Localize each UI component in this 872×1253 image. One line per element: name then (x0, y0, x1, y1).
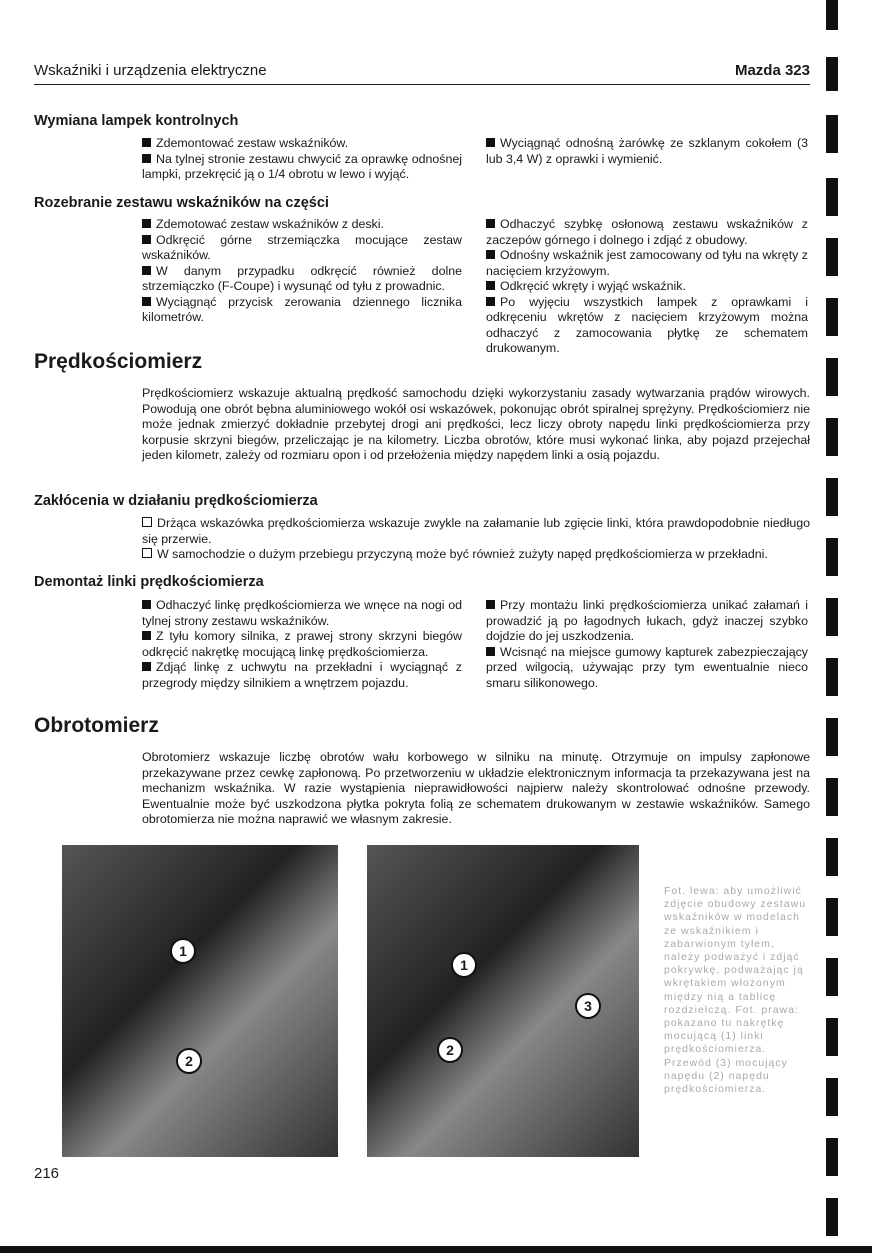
photo-right (367, 845, 639, 1157)
photo-caption: Fot. lewa: aby umożliwić zdjęcie obudowy zestawu wskaźników w modelach ze wskaźnikiem i zabarwionym tyłem, należy podważyć i zdjąć pokrywkę, podważając ją wkrętakiem włożonym między nią a tablicę rozdzielczą. Fot. prawa: pokazano tu nakrętkę mocującą (1) linki prędkościomierza. Przewód (3) mocujący napędu (2) napędu prędkościomierza. (664, 885, 807, 1096)
step: Przy montażu linki prędkościomierza unikać załamań i prowadzić ją po łagodnych łukach, gdyż inaczej szybko dojdzie do jej uszkodzenia. (486, 598, 808, 643)
heading-disassembly: Rozebranie zestawu wskaźników na części (34, 195, 329, 211)
callout-1: 1 (170, 938, 196, 964)
s1-left (142, 136, 462, 183)
heading-cable-removal: Demontaż linki prędkościomierza (34, 574, 264, 590)
callout-3: 3 (575, 993, 601, 1019)
item: Drżąca wskazówka prędkościomierza wskazuje zwykle na załamanie lub zgięcie linki, która prawdopodobnie niedługo się przerwie. (142, 516, 810, 546)
tachometer-body: Obrotomierz wskazuje liczbę obrotów wału korbowego w silniku na minutę. Otrzymuje on impulsy zapłonowe przekazywane przez cewkę zapłonową. Po przetworzeniu w układzie elektronicznym informacja ta przekazywana jest na mechanizm wskaźnika. W razie wystąpienia nieprawidłowości najpierw należy skontrolować odnośne przewody. Ewentualnie może być uszkodzona płytka pokryta folią ze schematem drukowanym w zestawie wskaźników. Samego obrotomierza nie można naprawić we własnym zakresie. (142, 750, 810, 826)
step: W danym przypadku odkręcić również dolne strzemiączko (F-Coupe) i wysunąć od tyłu z prowadnic. (142, 263, 462, 293)
step: Odkręcić wkręty i wyjąć wskaźnik. (500, 279, 686, 293)
step: Wyciągnąć odnośną żarówkę ze szklanym cokołem (3 lub 3,4 W) z oprawki i wymienić. (486, 136, 808, 166)
heading-lamp-replacement: Wymiana lampek kontrolnych (34, 113, 239, 129)
step: Odnośny wskaźnik jest zamocowany od tyłu na wkręty z nacięciem krzyżowym. (486, 248, 808, 278)
step: Z tyłu komory silnika, z prawej strony skrzyni biegów odkręcić nakrętkę mocującą linkę prędkościomierza. (142, 629, 462, 659)
heading-tachometer: Obrotomierz (34, 714, 159, 737)
step: Po wyjęciu wszystkich lampek z oprawkami i odkręceniu wkrętów z nacięciem krzyżowym można odhaczyć z zamocowania płytkę ze schematem drukowanym. (486, 294, 808, 355)
step: Zdjąć linkę z uchwytu na przekładni i wyciągnąć z przegrody między silnikiem a wnętrzem pojazdu. (142, 660, 462, 690)
running-header (34, 60, 810, 85)
callout-2: 2 (176, 1048, 202, 1074)
s3-list (142, 516, 810, 563)
step: Zdemotować zestaw wskaźników z deski. (156, 217, 384, 231)
step: Wcisnąć na miejsce gumowy kapturek zabezpieczający przed wilgocią, używając przy tym ewentualnie nieco smaru silikonowego. (486, 644, 808, 690)
speedometer-body: Prędkościomierz wskazuje aktualną prędkość samochodu dzięki wykorzystaniu zasady wytwarzania prądów wirowych. Powodują one obrót bębna aluminiowego wokół osi wskazówek, pokonując obrót spiralnej sprężyny. Prędkościomierz nie może jednak zmierzyć dokładnie przebytej drogi ani prędkości, lecz liczy obroty napędu linki prędkościomierza przy korpusie skrzyni biegów, przeliczając je na kilometry. Liczba obrotów, które musi wykonać linka, aby pojazd przejechał jeden kilometr, zależy od rozmiaru opon i od przełożenia między napędem linki a osią pojazdu. (142, 386, 810, 462)
heading-speedometer: Prędkościomierz (34, 350, 203, 373)
scan-edge (0, 1246, 872, 1253)
s4-left (142, 598, 462, 691)
callout-1: 1 (451, 952, 477, 978)
s2-right (486, 217, 808, 357)
step: Odhaczyć szybkę osłonową zestawu wskaźników z zaczepów górnego i dolnego i zdjąć z obudowy. (486, 217, 808, 247)
step: Wyciągnąć przycisk zerowania dziennego licznika kilometrów. (142, 294, 462, 324)
step: Na tylnej stronie zestawu chwycić za oprawkę odnośnej lampki, przekręcić ją o 1/4 obrotu w lewo i wyjąć. (142, 151, 462, 181)
s2-left (142, 217, 462, 326)
page-number: 216 (34, 1165, 60, 1182)
s4-right (486, 598, 808, 691)
step: Zdemontować zestaw wskaźników. (156, 136, 349, 150)
callout-2: 2 (437, 1037, 463, 1063)
s1-right (486, 136, 808, 167)
photo-left (62, 845, 338, 1157)
step: Odhaczyć linkę prędkościomierza we wnęce na nogi od tylnej strony zestawu wskaźników. (142, 598, 462, 628)
car-model: Mazda 323 (734, 62, 810, 79)
section-title: Wskaźniki i urządzenia elektryczne (34, 62, 267, 79)
step: Odkręcić górne strzemiączka mocujące zestaw wskaźników. (142, 232, 462, 262)
item: W samochodzie o dużym przebiegu przyczyną może być również zużyty napęd prędkościomierza w przekładni. (157, 547, 768, 561)
heading-speedometer-faults: Zakłócenia w działaniu prędkościomierza (34, 493, 318, 509)
